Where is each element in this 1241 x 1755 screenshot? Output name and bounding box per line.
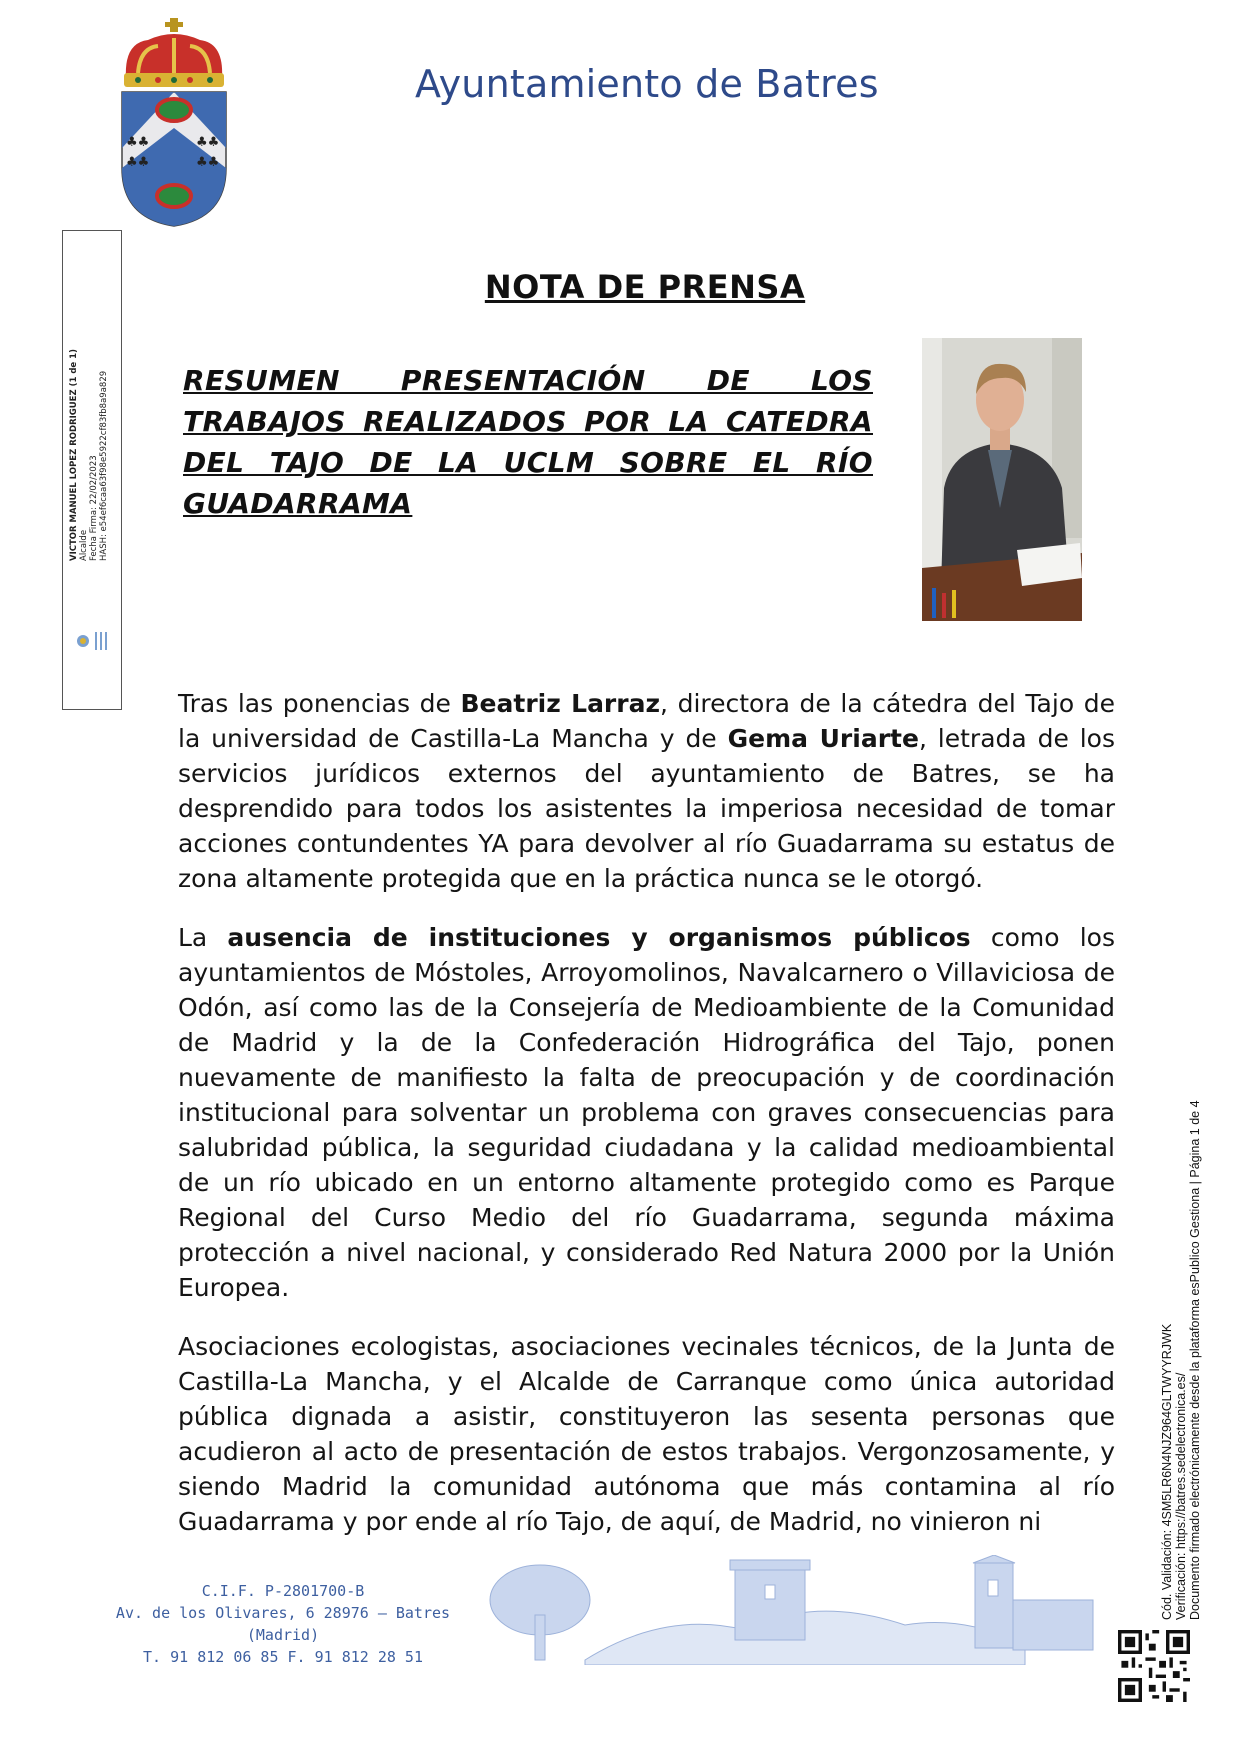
svg-text:♣♣: ♣♣: [126, 155, 150, 170]
signature-text: [69, 311, 109, 561]
signer-name: VICTOR MANUEL LOPEZ RODRIGUEZ (1 de 1): [69, 349, 79, 561]
speaker-name-2: Gema Uriarte: [727, 724, 919, 753]
paragraph-2: La ausencia de instituciones y organismos públicos como los ayuntamientos de Móstoles, Arroyomolinos, Navalcarnero o Villaviciosa de Odón, así como las de la Consejería de Medioambiente de la Comunidad de Madrid y la de la Confederación Hidrográfica del Tajo, ponen nuevamente de manifiesto la falta de preocupación y de coordinación institucional para solventar un problema con graves consecuencias para salubridad pública, la seguridad ciudadana y la calidad medioambiental de un río ubicado en un entorno altamente protegido como es Parque Regional del Curso Medio del río Guadarrama, segunda máxima protección a nivel nacional, y considerado Red Natura 2000 por la Unión Europea.: [178, 923, 1115, 1302]
footer-phones: T. 91 812 06 85 F. 91 812 28 51: [143, 1648, 423, 1666]
svg-text:♣♣: ♣♣: [196, 155, 220, 170]
article-body: [178, 686, 1115, 1563]
signer-role: Alcalde: [79, 529, 89, 561]
municipality-title: Ayuntamiento de Batres: [415, 62, 879, 106]
validation-info: [1160, 1100, 1202, 1620]
qr-code-icon: [1118, 1630, 1190, 1702]
highlight-absence: ausencia de instituciones y organismos públicos: [227, 923, 971, 952]
svg-text:♣♣: ♣♣: [126, 135, 150, 150]
document-title: NOTA DE PRENSA: [484, 268, 806, 306]
paragraph-1: Tras las ponencias de Beatriz Larraz, directora de la cátedra del Tajo de la universidad de Castilla-La Mancha y de Gema Uriarte, letrada de los servicios jurídicos externos del ayuntamiento de Batres, se ha desprendido para todos los asistentes la imperiosa necesidad de tomar acciones contundentes YA para devolver al río Guadarrama su estatus de zona altamente protegida que en la práctica nunca se le otorgó.: [178, 689, 1116, 893]
footer-contact: [88, 1580, 478, 1668]
footer-cif: C.I.F. P-2801700-B: [201, 1582, 365, 1600]
coat-of-arms-logo: [118, 18, 230, 228]
signature-hash: HASH: e54ef6caa63f98e5922cf83fb8a9a829: [99, 370, 109, 561]
footer-address: Av. de los Olivares, 6 28976 – Batres (Madrid): [115, 1604, 451, 1644]
stamp-logo-icon: [73, 626, 113, 656]
speaker-name-1: Beatriz Larraz: [460, 689, 661, 718]
validation-platform: Documento firmado electrónicamente desde la plataforma esPublico Gestiona | Página 1 de 4: [1188, 1100, 1202, 1620]
portrait-photo: [922, 338, 1082, 621]
document-subtitle: RESUMEN PRESENTACIÓN DE LOS TRABAJOS REALIZADOS POR LA CATEDRA DEL TAJO DE LA UCLM SOBRE EL RÍO GUADARRAMA: [183, 364, 873, 520]
footer-landscape-illustration: [485, 1555, 1105, 1665]
validation-url: Verificación: https://batres.sedelectronica.es/: [1174, 1372, 1188, 1620]
signature-date: Fecha Firma: 22/02/2023: [89, 455, 99, 561]
paragraph-3: Asociaciones ecologistas, asociaciones vecinales técnicos, de la Junta de Castilla-La Mancha, y el Alcalde de Carranque como única autoridad pública dignada a asistir, constituyeron las sesenta personas que acudieron al acto de presentación de estos trabajos. Vergonzosamente, y siendo Madrid la comunidad autónoma que más contamina al río Guadarrama y por ende al río Tajo, de aquí, de Madrid, no vinieron ni: [178, 1332, 1115, 1536]
svg-text:♣♣: ♣♣: [196, 135, 220, 150]
validation-code: Cód. Validación: 4SM5LR6N4NJZ964GLTWYYRJWK: [1160, 1323, 1174, 1620]
